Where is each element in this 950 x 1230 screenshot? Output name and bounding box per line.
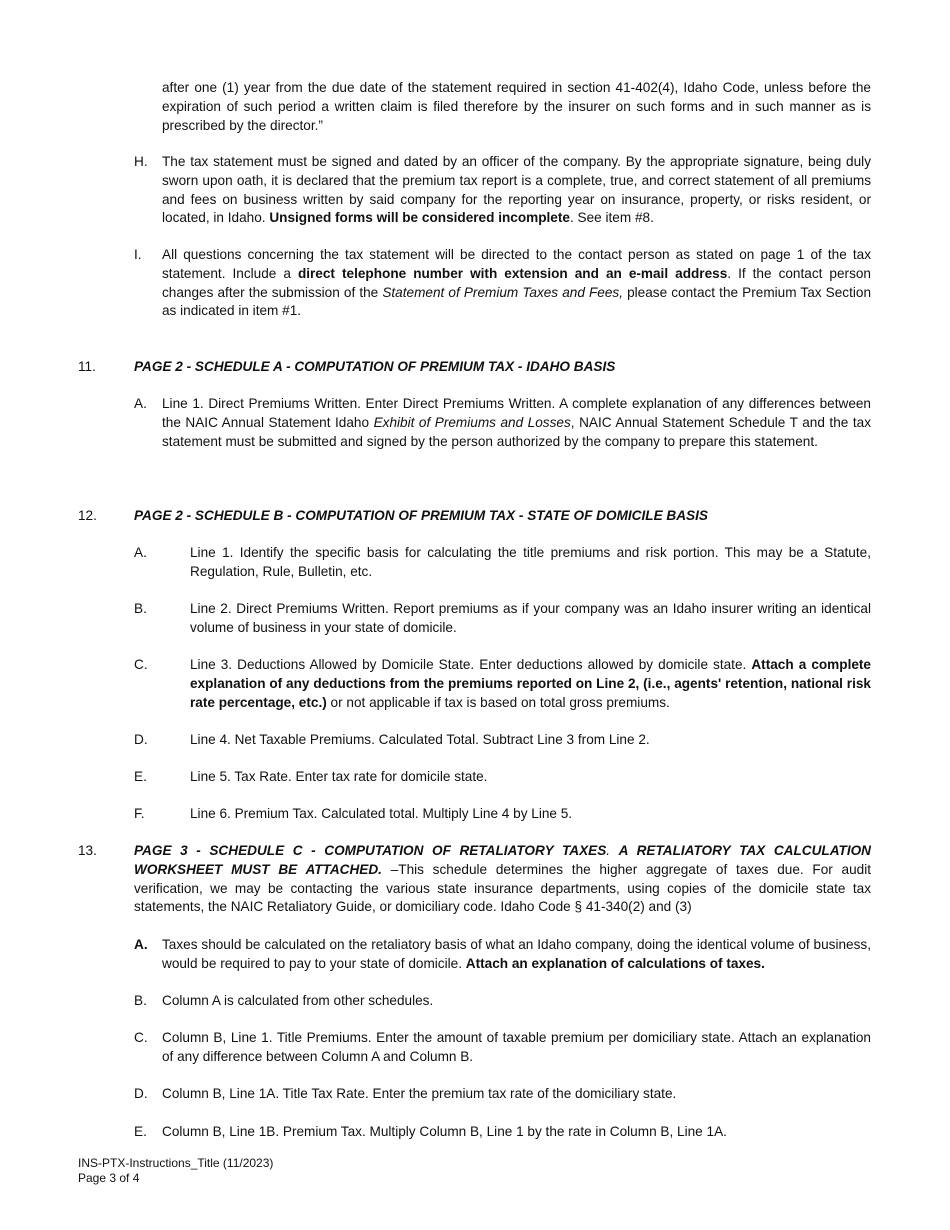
section-13-heading: PAGE 3 - SCHEDULE C - COMPUTATION OF RETALIATORY TAXES [134, 843, 607, 858]
section-13-item-e-paragraph: Column B, Line 1B. Premium Tax. Multiply Column B, Line 1 by the rate in Column B, Line 1A. [162, 1124, 727, 1139]
section-12-item-e-paragraph: Line 5. Tax Rate. Enter tax rate for domicile state. [190, 769, 488, 784]
section-13-worksheet-notice: A RETALIATORY TAX CALCULATION WORKSHEET MUST BE ATTACHED. [134, 843, 871, 877]
section-13-item-b-paragraph: Column A is calculated from other schedules. [162, 993, 434, 1008]
section-13-paragraph: PAGE 3 - SCHEDULE C - COMPUTATION OF RETALIATORY TAXES. A RETALIATORY TAX CALCULATION WORKSHEET MUST BE ATTACHED. –This schedule determines the higher aggregate of taxes due. For audit verification, we may be contacting the various state insurance departments, using copies of the domicile state tax statements, the NAIC Retaliatory Guide, or domiciliary code. Idaho Code § 41-340(2) and (3) [134, 843, 871, 915]
section-13-item-d-paragraph: Column B, Line 1A. Title Tax Rate. Enter the premium tax rate of the domiciliary state. [162, 1086, 677, 1101]
section-11-item-a-paragraph: Line 1. Direct Premiums Written. Enter Direct Premiums Written. A complete explanation of any differences between the NAIC Annual Statement Idaho Exhibit of Premiums and Losses, NAIC Annual Statement Schedule T and the tax statement must be submitted and signed by the person authorized by the company to prepare this statement. [162, 396, 871, 449]
section-13-item-d-label: D. [134, 1086, 148, 1101]
section-12-item-d-paragraph: Line 4. Net Taxable Premiums. Calculated Total. Subtract Line 3 from Line 2. [190, 732, 650, 747]
continuation-paragraph: after one (1) year from the due date of the statement required in section 41-402(4), Idaho Code, unless before the expiration of such period a written claim is filed therefore by the insurer on such forms and in such manner as is prescribed by the director.” [162, 80, 871, 133]
section-13-item-b-label: B. [134, 993, 147, 1008]
section-11-heading: PAGE 2 - SCHEDULE A - COMPUTATION OF PREMIUM TAX - IDAHO BASIS [134, 359, 616, 374]
item-i-label: I. [134, 247, 142, 262]
section-13-item-e-label: E. [134, 1124, 147, 1139]
section-12-item-d-label: D. [134, 732, 148, 747]
section-12-item-f-label: F. [134, 806, 145, 821]
section-12-number: 12. [78, 508, 97, 523]
item-i-paragraph: All questions concerning the tax statement will be directed to the contact person as stated on page 1 of the tax statement. Include a direct telephone number with extension and an e-mail address. If the contact person changes after the submission of the Statement of Premium Taxes and Fees, please contact the Premium Tax Section as indicated in item #1. [162, 247, 872, 319]
section-12-heading: PAGE 2 - SCHEDULE B - COMPUTATION OF PREMIUM TAX - STATE OF DOMICILE BASIS [134, 508, 708, 523]
section-12-item-b-paragraph: Line 2. Direct Premiums Written. Report premiums as if your company was an Idaho insurer writing an identical volume of business in your state of domicile. [190, 601, 871, 635]
section-12-item-b-label: B. [134, 601, 147, 616]
footer-form-id: INS-PTX-Instructions_Title (11/2023) [78, 1156, 274, 1170]
section-12-item-c-label: C. [134, 657, 148, 672]
item-h-paragraph: The tax statement must be signed and dated by an officer of the company. By the appropriate signature, being duly sworn upon oath, it is declared that the premium tax report is a complete, true, and correct statement of all premiums and fees on business written by said company for the reporting year on insurance, property, or risks resident, or located, in Idaho. Unsigned forms will be considered incomplete. See item #8. [162, 154, 871, 226]
item-h-label: H. [134, 154, 148, 169]
section-12-item-f-paragraph: Line 6. Premium Tax. Calculated total. Multiply Line 4 by Line 5. [190, 806, 573, 821]
section-11-number: 11. [78, 359, 96, 374]
section-12-item-a-paragraph: Line 1. Identify the specific basis for calculating the title premiums and risk portion. This may be a Statute, Regulation, Rule, Bulletin, etc. [190, 545, 871, 579]
section-12-item-e-label: E. [134, 769, 147, 784]
footer-page-number: Page 3 of 4 [78, 1171, 140, 1185]
section-13-item-a-label: A. [134, 937, 148, 952]
section-13-item-a-paragraph: Taxes should be calculated on the retaliatory basis of what an Idaho company, doing the identical volume of business, would be required to pay to your state of domicile. Attach an explanation of calculations of taxes. [162, 937, 871, 971]
section-13-item-c-paragraph: Column B, Line 1. Title Premiums. Enter the amount of taxable premium per domiciliary state. Attach an explanation of any difference between Column A and Column B. [162, 1030, 871, 1064]
section-13-number: 13. [78, 843, 97, 858]
section-13-item-c-label: C. [134, 1030, 148, 1045]
section-12-item-a-label: A. [134, 545, 147, 560]
section-11-item-a-label: A. [134, 396, 147, 411]
section-12-item-c-paragraph: Line 3. Deductions Allowed by Domicile State. Enter deductions allowed by domicile state. Attach a complete explanation of any deductions from the premiums reported on Line 2, (i.e., agents' retention, national risk rate percentage, etc.) or not applicable if tax is based on total gross premiums. [190, 657, 871, 710]
